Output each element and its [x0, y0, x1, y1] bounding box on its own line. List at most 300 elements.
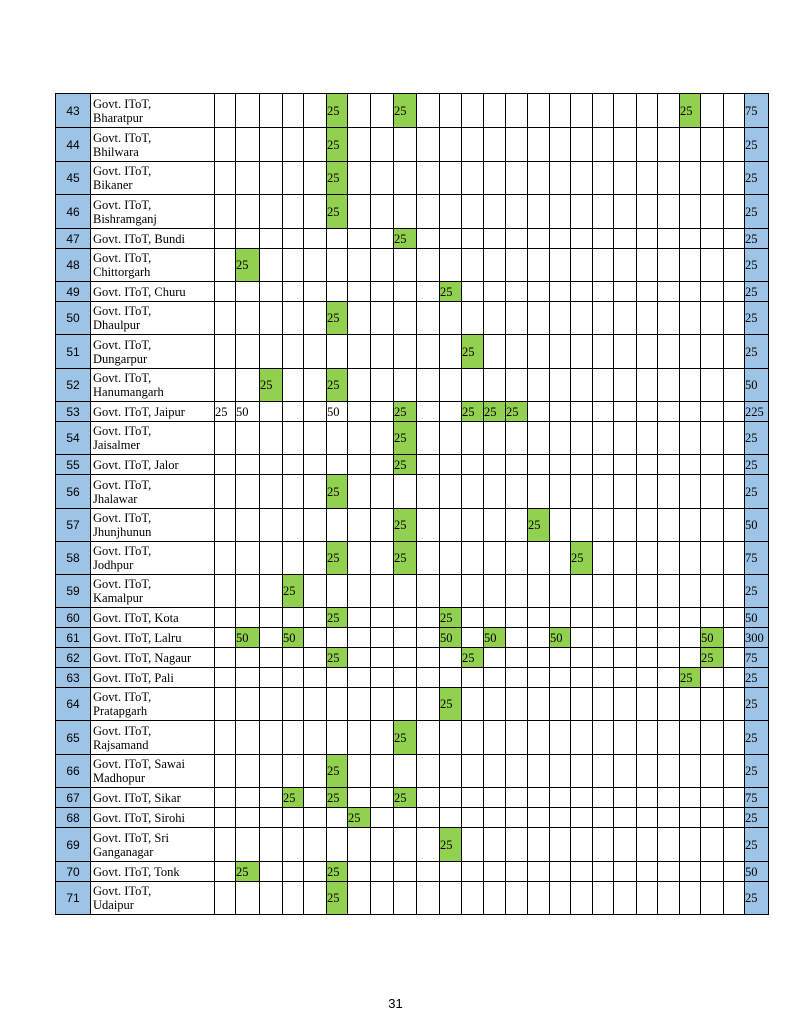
empty-cell — [417, 369, 440, 402]
empty-cell — [637, 369, 658, 402]
empty-cell — [371, 721, 394, 755]
institute-name — [91, 302, 215, 335]
empty-cell — [484, 648, 506, 668]
empty-cell — [680, 422, 701, 455]
empty-cell — [260, 229, 283, 249]
row-total: 25 — [745, 688, 769, 721]
empty-cell — [236, 721, 260, 755]
empty-cell — [528, 721, 550, 755]
empty-cell — [614, 828, 637, 862]
empty-cell — [348, 688, 371, 721]
empty-cell — [506, 542, 528, 575]
empty-cell — [283, 721, 304, 755]
institute-name-line: Govt. IToT, — [93, 337, 152, 352]
empty-cell — [701, 422, 724, 455]
empty-cell — [658, 628, 680, 648]
empty-cell — [283, 335, 304, 369]
empty-cell — [304, 575, 327, 608]
empty-cell — [593, 608, 614, 628]
empty-cell — [528, 788, 550, 808]
empty-cell — [440, 721, 462, 755]
empty-cell — [637, 542, 658, 575]
empty-cell — [215, 668, 236, 688]
empty-cell — [462, 882, 484, 915]
empty-cell — [593, 788, 614, 808]
empty-cell — [658, 369, 680, 402]
empty-cell — [417, 828, 440, 862]
empty-cell — [571, 828, 593, 862]
empty-cell — [724, 668, 745, 688]
institute-name-line: Govt. IToT, — [93, 304, 152, 318]
institute-name-line: Govt. IToT, — [93, 130, 152, 145]
row-total: 25 — [745, 475, 769, 509]
empty-cell — [550, 862, 571, 882]
empty-cell — [571, 302, 593, 335]
empty-cell — [724, 335, 745, 369]
empty-cell — [260, 422, 283, 455]
empty-cell — [550, 788, 571, 808]
table-row — [56, 422, 769, 455]
empty-cell — [571, 668, 593, 688]
empty-cell — [440, 162, 462, 195]
empty-cell — [658, 302, 680, 335]
empty-cell — [701, 721, 724, 755]
institute-name — [91, 94, 215, 128]
empty-cell — [394, 808, 417, 828]
empty-cell — [550, 808, 571, 828]
empty-cell — [417, 249, 440, 282]
empty-cell — [304, 882, 327, 915]
institute-name-line: Govt. IToT, Churu — [93, 284, 186, 299]
empty-cell — [637, 162, 658, 195]
empty-cell — [637, 628, 658, 648]
empty-cell — [550, 162, 571, 195]
empty-cell — [528, 828, 550, 862]
table-row — [56, 862, 769, 882]
empty-cell — [440, 648, 462, 668]
empty-cell — [236, 882, 260, 915]
empty-cell — [506, 162, 528, 195]
empty-cell — [550, 688, 571, 721]
empty-cell — [371, 402, 394, 422]
empty-cell — [593, 828, 614, 862]
empty-cell — [658, 195, 680, 229]
empty-cell — [506, 94, 528, 128]
empty-cell — [593, 648, 614, 668]
empty-cell — [484, 668, 506, 688]
row-number: 46 — [56, 195, 91, 229]
empty-cell — [593, 509, 614, 542]
empty-cell — [724, 162, 745, 195]
empty-cell — [637, 195, 658, 229]
institute-name-line: Dungarpur — [93, 351, 148, 366]
empty-cell — [371, 422, 394, 455]
empty-cell — [550, 509, 571, 542]
empty-cell — [304, 162, 327, 195]
row-number: 62 — [56, 648, 91, 668]
empty-cell — [484, 94, 506, 128]
institute-name-line: Govt. IToT, Kota — [93, 610, 179, 625]
empty-cell — [637, 862, 658, 882]
empty-cell — [724, 688, 745, 721]
empty-cell — [260, 788, 283, 808]
empty-cell — [506, 249, 528, 282]
empty-cell — [484, 755, 506, 788]
empty-cell — [614, 249, 637, 282]
empty-cell — [462, 668, 484, 688]
empty-cell — [440, 302, 462, 335]
empty-cell — [371, 648, 394, 668]
empty-cell — [550, 229, 571, 249]
empty-cell — [462, 128, 484, 162]
empty-cell — [394, 608, 417, 628]
institute-name-line: Govt. IToT, — [93, 251, 152, 265]
empty-cell — [658, 335, 680, 369]
row-total: 25 — [745, 882, 769, 915]
empty-cell — [528, 668, 550, 688]
empty-cell — [417, 575, 440, 608]
empty-cell — [506, 648, 528, 668]
row-total: 25 — [745, 828, 769, 862]
empty-cell — [550, 302, 571, 335]
row-total: 25 — [745, 335, 769, 369]
empty-cell — [484, 542, 506, 575]
empty-cell — [440, 509, 462, 542]
empty-cell — [440, 542, 462, 575]
empty-cell — [680, 628, 701, 648]
empty-cell — [327, 808, 348, 828]
empty-cell — [571, 282, 593, 302]
empty-cell — [215, 195, 236, 229]
value-cell: 25 — [327, 882, 348, 915]
empty-cell — [215, 369, 236, 402]
empty-cell — [283, 755, 304, 788]
empty-cell — [658, 249, 680, 282]
empty-cell — [215, 229, 236, 249]
row-total: 25 — [745, 575, 769, 608]
empty-cell — [724, 862, 745, 882]
empty-cell — [462, 608, 484, 628]
empty-cell — [550, 249, 571, 282]
empty-cell — [506, 688, 528, 721]
empty-cell — [371, 808, 394, 828]
empty-cell — [260, 195, 283, 229]
empty-cell — [593, 808, 614, 828]
institute-name — [91, 575, 215, 608]
empty-cell — [571, 608, 593, 628]
empty-cell — [593, 628, 614, 648]
empty-cell — [283, 668, 304, 688]
empty-cell — [283, 229, 304, 249]
empty-cell — [348, 369, 371, 402]
institute-name — [91, 828, 215, 862]
value-cell: 50 — [236, 402, 260, 422]
empty-cell — [371, 475, 394, 509]
empty-cell — [327, 575, 348, 608]
empty-cell — [484, 229, 506, 249]
empty-cell — [394, 755, 417, 788]
empty-cell — [283, 162, 304, 195]
row-number: 52 — [56, 369, 91, 402]
empty-cell — [571, 788, 593, 808]
empty-cell — [506, 195, 528, 229]
empty-cell — [417, 509, 440, 542]
empty-cell — [462, 282, 484, 302]
empty-cell — [637, 668, 658, 688]
institute-name — [91, 475, 215, 509]
institute-name — [91, 688, 215, 721]
empty-cell — [215, 94, 236, 128]
empty-cell — [462, 721, 484, 755]
empty-cell — [304, 402, 327, 422]
row-number: 57 — [56, 509, 91, 542]
empty-cell — [215, 721, 236, 755]
institute-name-line: Govt. IToT, — [93, 544, 152, 558]
empty-cell — [658, 282, 680, 302]
empty-cell — [528, 249, 550, 282]
value-cell: 25 — [327, 648, 348, 668]
empty-cell — [440, 475, 462, 509]
empty-cell — [680, 755, 701, 788]
institute-name-line: Govt. IToT, — [93, 511, 152, 525]
empty-cell — [701, 302, 724, 335]
empty-cell — [571, 721, 593, 755]
row-total: 25 — [745, 282, 769, 302]
empty-cell — [614, 882, 637, 915]
empty-cell — [260, 402, 283, 422]
empty-cell — [724, 282, 745, 302]
empty-cell — [680, 788, 701, 808]
value-cell: 25 — [394, 509, 417, 542]
empty-cell — [215, 862, 236, 882]
empty-cell — [637, 402, 658, 422]
empty-cell — [724, 575, 745, 608]
empty-cell — [637, 648, 658, 668]
empty-cell — [327, 668, 348, 688]
table-row — [56, 195, 769, 229]
empty-cell — [701, 509, 724, 542]
empty-cell — [260, 608, 283, 628]
table-row — [56, 755, 769, 788]
empty-cell — [417, 608, 440, 628]
empty-cell — [236, 828, 260, 862]
empty-cell — [462, 195, 484, 229]
row-number: 71 — [56, 882, 91, 915]
empty-cell — [440, 249, 462, 282]
empty-cell — [528, 282, 550, 302]
empty-cell — [593, 162, 614, 195]
empty-cell — [484, 828, 506, 862]
institute-name-line: Hanumangarh — [93, 385, 164, 399]
empty-cell — [506, 475, 528, 509]
institute-name-line: Rajsamand — [93, 737, 149, 752]
row-total: 50 — [745, 509, 769, 542]
empty-cell — [680, 608, 701, 628]
empty-cell — [394, 195, 417, 229]
empty-cell — [506, 575, 528, 608]
row-number: 70 — [56, 862, 91, 882]
empty-cell — [724, 128, 745, 162]
empty-cell — [215, 249, 236, 282]
empty-cell — [304, 229, 327, 249]
empty-cell — [637, 282, 658, 302]
empty-cell — [283, 455, 304, 475]
empty-cell — [462, 162, 484, 195]
empty-cell — [637, 755, 658, 788]
row-total: 300 — [745, 628, 769, 648]
empty-cell — [304, 808, 327, 828]
empty-cell — [571, 335, 593, 369]
empty-cell — [614, 475, 637, 509]
empty-cell — [724, 828, 745, 862]
empty-cell — [550, 668, 571, 688]
row-number: 65 — [56, 721, 91, 755]
empty-cell — [215, 282, 236, 302]
empty-cell — [680, 882, 701, 915]
institute-name — [91, 882, 215, 915]
empty-cell — [260, 475, 283, 509]
institute-name — [91, 628, 215, 648]
empty-cell — [260, 282, 283, 302]
empty-cell — [506, 608, 528, 628]
empty-cell — [637, 302, 658, 335]
empty-cell — [371, 882, 394, 915]
empty-cell — [528, 195, 550, 229]
institute-name — [91, 755, 215, 788]
empty-cell — [637, 788, 658, 808]
empty-cell — [637, 335, 658, 369]
empty-cell — [348, 282, 371, 302]
empty-cell — [506, 882, 528, 915]
empty-cell — [236, 509, 260, 542]
empty-cell — [701, 369, 724, 402]
empty-cell — [304, 828, 327, 862]
empty-cell — [417, 422, 440, 455]
value-cell: 25 — [701, 648, 724, 668]
empty-cell — [236, 668, 260, 688]
empty-cell — [260, 455, 283, 475]
empty-cell — [506, 808, 528, 828]
empty-cell — [283, 402, 304, 422]
empty-cell — [571, 862, 593, 882]
table-row — [56, 788, 769, 808]
empty-cell — [236, 608, 260, 628]
institute-name-line: Govt. IToT, Nagaur — [93, 650, 192, 665]
empty-cell — [724, 808, 745, 828]
empty-cell — [236, 475, 260, 509]
empty-cell — [236, 688, 260, 721]
empty-cell — [417, 542, 440, 575]
empty-cell — [484, 475, 506, 509]
empty-cell — [283, 128, 304, 162]
empty-cell — [484, 302, 506, 335]
empty-cell — [658, 575, 680, 608]
empty-cell — [680, 721, 701, 755]
empty-cell — [506, 862, 528, 882]
empty-cell — [724, 422, 745, 455]
empty-cell — [484, 688, 506, 721]
empty-cell — [724, 195, 745, 229]
row-total: 25 — [745, 455, 769, 475]
empty-cell — [417, 162, 440, 195]
empty-cell — [528, 455, 550, 475]
empty-cell — [260, 575, 283, 608]
empty-cell — [283, 688, 304, 721]
page-number: 31 — [388, 996, 403, 1011]
empty-cell — [571, 509, 593, 542]
institute-name — [91, 862, 215, 882]
empty-cell — [260, 162, 283, 195]
table-row — [56, 475, 769, 509]
empty-cell — [550, 335, 571, 369]
empty-cell — [462, 542, 484, 575]
empty-cell — [417, 648, 440, 668]
empty-cell — [658, 721, 680, 755]
empty-cell — [614, 162, 637, 195]
empty-cell — [462, 369, 484, 402]
empty-cell — [215, 882, 236, 915]
institute-name — [91, 128, 215, 162]
empty-cell — [327, 422, 348, 455]
empty-cell — [701, 828, 724, 862]
empty-cell — [550, 608, 571, 628]
empty-cell — [283, 475, 304, 509]
empty-cell — [417, 402, 440, 422]
empty-cell — [417, 721, 440, 755]
empty-cell — [348, 302, 371, 335]
institute-name-line: Bikaner — [93, 178, 133, 192]
empty-cell — [394, 882, 417, 915]
row-total: 75 — [745, 788, 769, 808]
empty-cell — [724, 249, 745, 282]
empty-cell — [304, 302, 327, 335]
institute-name-line: Govt. IToT, — [93, 424, 152, 438]
empty-cell — [680, 249, 701, 282]
value-cell: 25 — [327, 195, 348, 229]
table-row — [56, 628, 769, 648]
value-cell: 25 — [440, 282, 462, 302]
empty-cell — [614, 721, 637, 755]
row-number: 53 — [56, 402, 91, 422]
empty-cell — [215, 162, 236, 195]
empty-cell — [236, 335, 260, 369]
empty-cell — [283, 195, 304, 229]
row-number: 48 — [56, 249, 91, 282]
empty-cell — [701, 229, 724, 249]
empty-cell — [614, 788, 637, 808]
empty-cell — [593, 369, 614, 402]
empty-cell — [550, 755, 571, 788]
empty-cell — [440, 128, 462, 162]
empty-cell — [724, 788, 745, 808]
value-cell: 50 — [236, 628, 260, 648]
empty-cell — [593, 575, 614, 608]
empty-cell — [348, 229, 371, 249]
empty-cell — [614, 648, 637, 668]
empty-cell — [528, 882, 550, 915]
empty-cell — [614, 668, 637, 688]
empty-cell — [327, 721, 348, 755]
empty-cell — [215, 542, 236, 575]
institute-name-line: Bhilwara — [93, 144, 139, 159]
empty-cell — [680, 282, 701, 302]
empty-cell — [484, 509, 506, 542]
empty-cell — [701, 788, 724, 808]
table-row — [56, 128, 769, 162]
value-cell: 25 — [394, 402, 417, 422]
value-cell: 25 — [462, 648, 484, 668]
empty-cell — [417, 688, 440, 721]
